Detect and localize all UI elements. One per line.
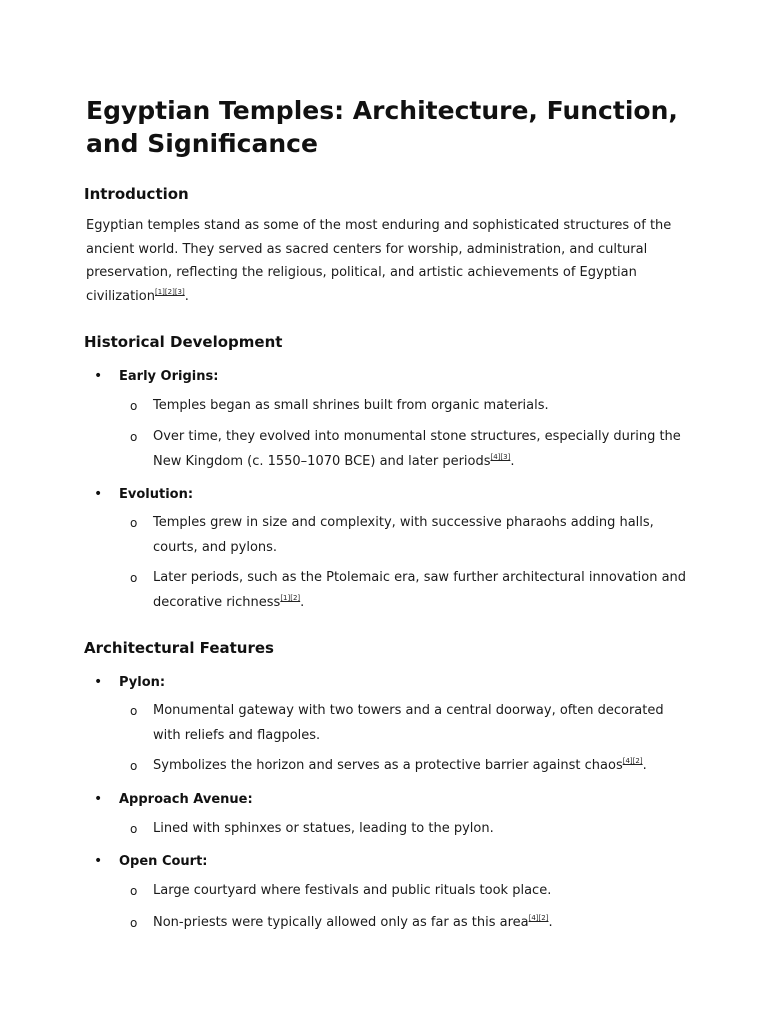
bullet-marker: • <box>94 791 103 807</box>
sub-list-item <box>130 911 690 936</box>
bullet-marker: • <box>94 486 103 502</box>
sub-item-body: Temples grew in size and complexity, with successive pharaohs adding halls, courts, and pylons. <box>153 515 654 555</box>
sub-item-text <box>153 911 690 936</box>
sub-list-item <box>130 425 690 474</box>
list-item-pylon <box>94 672 165 693</box>
sub-bullet-marker: o <box>130 884 138 898</box>
bullet-label: Pylon: <box>119 675 166 690</box>
citation-link[interactable]: [4][3] <box>490 452 511 461</box>
sub-list-item <box>130 879 690 904</box>
sub-list-item <box>130 699 690 748</box>
sub-item-body: Non-priests were typically allowed only as far as this area <box>153 915 529 930</box>
sub-list-item <box>130 566 690 615</box>
sub-item-period: . <box>548 915 553 930</box>
sub-item-period: . <box>300 594 305 610</box>
section-heading-architectural-features: Architectural Features <box>84 639 274 657</box>
sub-item-body: Temples began as small shrines built from organic materials. <box>153 398 549 413</box>
bullet-label: Approach Avenue: <box>119 792 253 807</box>
sub-bullet-marker: o <box>130 399 138 413</box>
sub-item-body: Monumental gateway with two towers and a central doorway, often decorated with reliefs and flagpoles. <box>153 703 664 743</box>
sub-item-text <box>153 511 690 560</box>
sub-list-item <box>130 817 690 842</box>
bullet-marker: • <box>94 674 103 690</box>
section-heading-historical-development: Historical Development <box>84 333 283 351</box>
list-item-evolution <box>94 484 193 505</box>
list-item-early-origins <box>94 366 218 387</box>
sub-bullet-marker: o <box>130 916 138 930</box>
citation-link[interactable]: [4][2] <box>622 757 643 765</box>
sub-item-text <box>153 394 690 419</box>
list-item-open-court <box>94 851 208 872</box>
sub-item-period: . <box>642 758 647 773</box>
sub-item-body: Later periods, such as the Ptolemaic era, saw further architectural innovation and decorative richness <box>153 570 687 610</box>
sub-item-body: Over time, they evolved into monumental stone structures, especially during the New Kingdom (c. 1550–1070 BCE) and later periods <box>153 429 681 469</box>
bullet-marker: • <box>94 368 103 384</box>
intro-paragraph <box>86 214 686 309</box>
bullet-label: Evolution: <box>119 487 194 502</box>
sub-item-text <box>153 699 690 748</box>
sub-item-body: Symbolizes the horizon and serves as a protective barrier against chaos <box>153 758 623 773</box>
citation-link[interactable]: [1][2][3] <box>154 288 185 297</box>
sub-list-item <box>130 754 690 779</box>
intro-text: Egyptian temples stand as some of the most enduring and sophisticated structures of the ancient world. They served as sacred centers for worship, administration, and cultural preservation, reflecting the religious, political, and artistic achievements of Egyptian civilization <box>86 218 672 305</box>
citation-link[interactable]: [1][2] <box>280 593 301 602</box>
sub-item-text <box>153 817 690 842</box>
intro-period: . <box>184 289 189 305</box>
sub-list-item <box>130 511 690 560</box>
sub-bullet-marker: o <box>130 822 138 836</box>
bullet-label: Early Origins: <box>119 369 219 384</box>
sub-item-period: . <box>510 453 515 469</box>
sub-bullet-marker: o <box>130 704 138 718</box>
sub-item-text <box>153 754 690 779</box>
citation-link[interactable]: [4][2] <box>528 914 549 922</box>
bullet-label: Open Court: <box>119 854 208 869</box>
sub-bullet-marker: o <box>130 759 138 773</box>
page-title: Egyptian Temples: Architecture, Function, and Significance <box>86 96 678 158</box>
sub-bullet-marker: o <box>130 430 138 444</box>
sub-list-item <box>130 394 690 419</box>
sub-item-body: Large courtyard where festivals and public rituals took place. <box>153 883 552 898</box>
section-heading-introduction: Introduction <box>84 185 189 203</box>
sub-item-text <box>153 566 690 615</box>
list-item-approach-avenue <box>94 789 253 810</box>
sub-item-text <box>153 879 690 904</box>
sub-item-text <box>153 425 690 474</box>
bullet-marker: • <box>94 853 103 869</box>
sub-item-body: Lined with sphinxes or statues, leading to the pylon. <box>153 821 494 836</box>
sub-bullet-marker: o <box>130 571 138 585</box>
sub-bullet-marker: o <box>130 516 138 530</box>
